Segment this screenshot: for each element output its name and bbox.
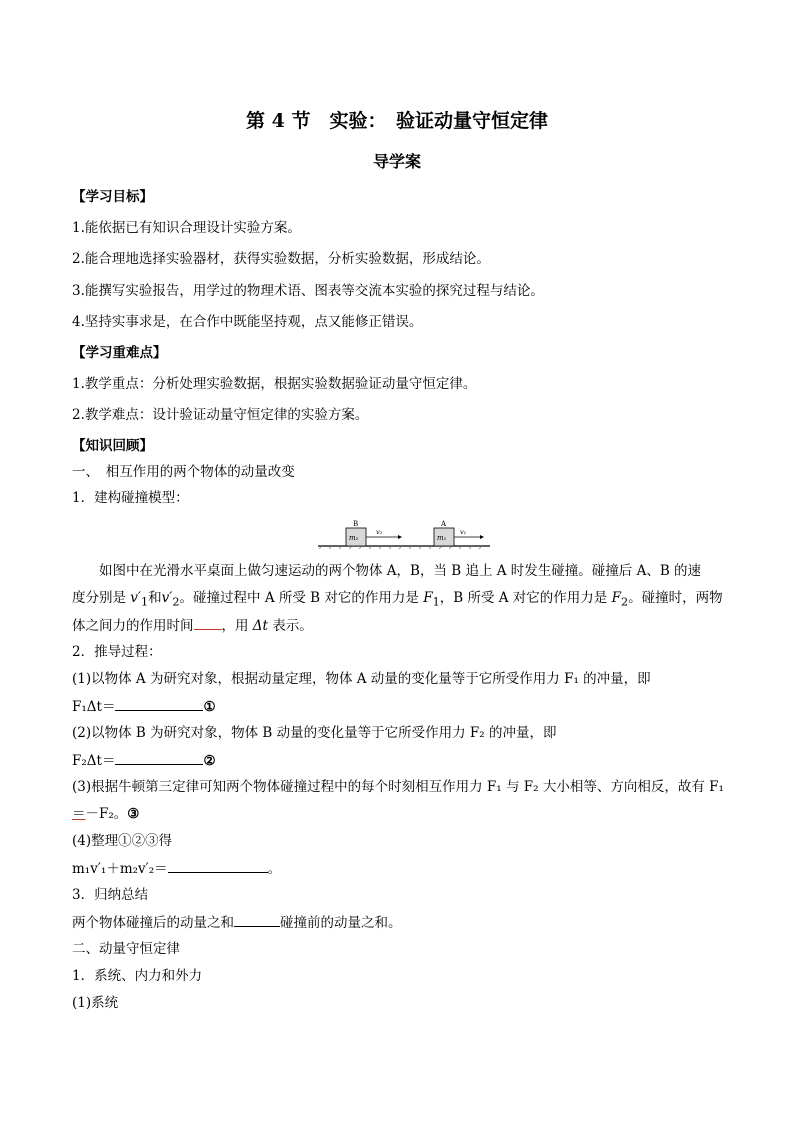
paragraph-line: 度分别是 $v'_1$和$v'_2$。碰撞过程中 A 所受 B 对它的作用力是 $F_1$，B 所受 A 对它的作用力是 $F_2$。碰撞时，两物 <box>72 590 723 609</box>
part2-item-1: 1．系统、内力和外力 <box>72 968 203 984</box>
equation-4: m₁v′₁＋m₂v′₂＝ 。 <box>72 861 282 877</box>
paragraph-line: 体之间力的作用时间 ，用 Δt 表示。 <box>72 618 313 634</box>
review-header: 【知识回顾】 <box>72 438 153 454</box>
goal-item: 3.能撰写实验报告，用学过的物理术语、图表等交流本实验的探究过程与结论。 <box>72 283 544 299</box>
key-point-item: 2.教学难点：设计验证动量守恒定律的实验方案。 <box>72 407 369 423</box>
part1-title: 一、 相互作用的两个物体的动量改变 <box>72 464 295 480</box>
blank-eq4[interactable] <box>168 859 268 873</box>
block-b-label: B <box>353 520 359 528</box>
equation-1: F₁Δt＝ ① <box>72 699 216 715</box>
page-title: 第 4 节 实验： 验证动量守恒定律 <box>246 110 548 132</box>
goal-item: 2.能合理地选择实验器材，获得实验数据，分析实验数据，形成结论。 <box>72 251 490 267</box>
equation-2: F₂Δt＝ ② <box>72 753 216 769</box>
block-a-label: A <box>441 520 447 528</box>
blank-summary[interactable] <box>234 913 280 927</box>
step3-label: 3．归纳总结 <box>72 887 149 903</box>
blank-eq1[interactable] <box>115 697 203 711</box>
page-subtitle: 导学案 <box>372 152 421 171</box>
derivation-2: (2)以物体 B 为研究对象，物体 B 动量的变化量等于它所受作用力 F₂ 的冲量，即 <box>72 725 557 741</box>
paragraph-line: 如图中在光滑水平桌面上做匀速运动的两个物体 A，B，当 B 追上 A 时发生碰撞。碰撞后 A、B 的速 <box>99 563 702 579</box>
derivation-4: (4)整理①②③得 <box>72 833 173 849</box>
step2-label: 2．推导过程： <box>72 644 162 660</box>
velocity-b-label: v₂ <box>376 528 383 536</box>
derivation-3-cont: ＝－F₂。③ <box>72 806 140 822</box>
derivation-3: (3)根据牛顿第三定律可知两个物体碰撞过程中的每个时刻相互作用力 F₁ 与 F₂ 大小相等、方向相反，故有 F₁ <box>72 779 724 795</box>
goals-header: 【学习目标】 <box>72 189 153 205</box>
summary-line: 两个物体碰撞后的动量之和 碰撞前的动量之和。 <box>72 915 402 931</box>
block-a-mass: m₁ <box>437 534 447 542</box>
step1-label: 1．建构碰撞模型： <box>72 490 189 506</box>
key-point-item: 1.教学重点：分析处理实验数据，根据实验数据验证动量守恒定律。 <box>72 376 477 392</box>
velocity-a-label: v₁ <box>460 528 467 536</box>
block-b-mass: m₂ <box>349 534 359 542</box>
derivation-1: (1)以物体 A 为研究对象，根据动量定理，物体 A 动量的变化量等于它所受作用力 F₁ 的冲量，即 <box>72 671 651 687</box>
part2-item-1-1: (1)系统 <box>72 995 119 1011</box>
part2-title: 二、动量守恒定律 <box>72 941 180 957</box>
goal-item: 4.坚持实事求是，在合作中既能坚持观，点又能修正错误。 <box>72 314 423 330</box>
goal-item: 1.能依据已有知识合理设计实验方案。 <box>72 220 301 236</box>
blank-time[interactable] <box>194 616 222 630</box>
key-points-header: 【学习重难点】 <box>72 345 167 361</box>
collision-diagram <box>318 517 490 549</box>
blank-eq2[interactable] <box>115 751 203 765</box>
